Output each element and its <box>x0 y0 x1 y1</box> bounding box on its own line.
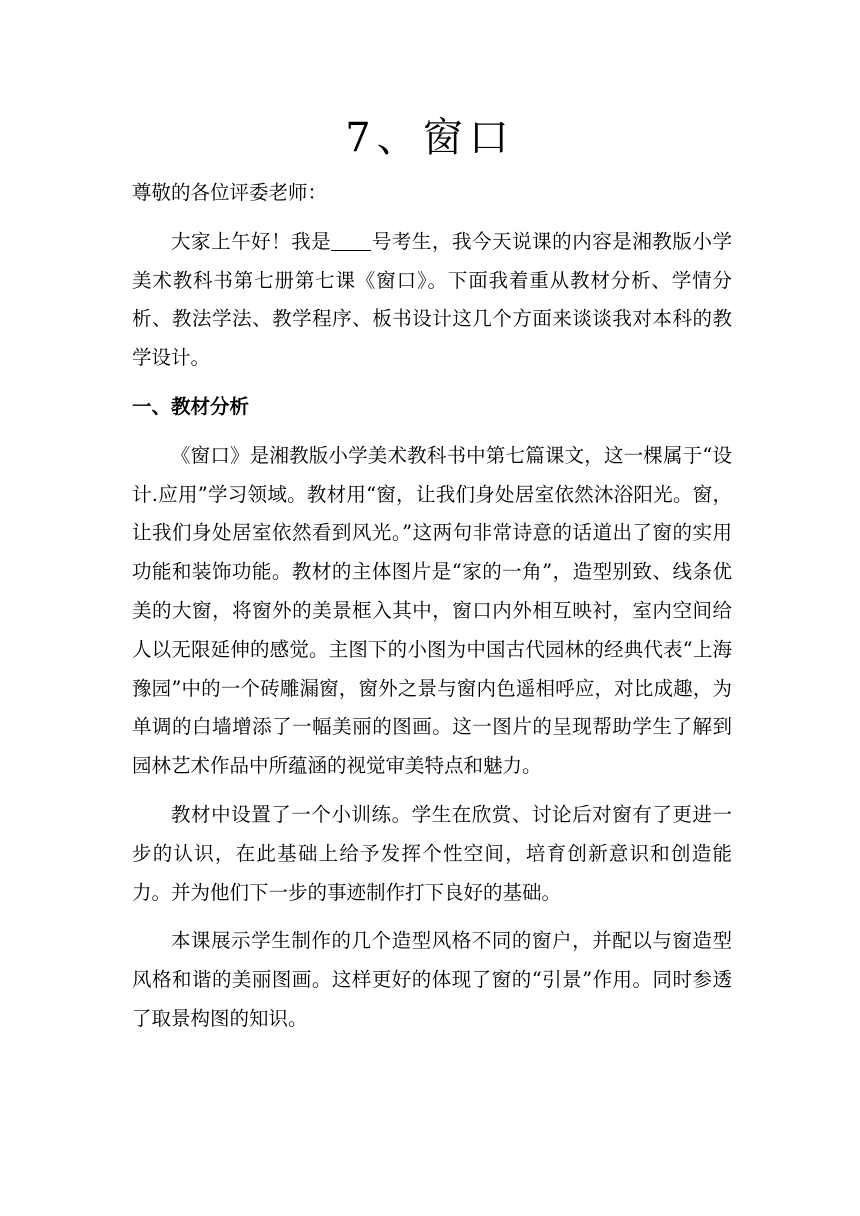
document-body <box>132 174 732 1039</box>
paragraph-student-works: 本课展示学生制作的几个造型风格不同的窗户，并配以与窗造型风格和谐的美丽图画。这样更好的体现了窗的“引景”作用。同时参透了取景构图的知识。 <box>132 929 732 1030</box>
salutation: 尊敬的各位评委老师： <box>132 181 328 204</box>
section-heading-textbook-analysis: 一、教材分析 <box>132 394 250 418</box>
exam-number-blank <box>331 230 371 251</box>
document-title: 7、窗口 <box>345 115 515 161</box>
intro-text-end: 号考生，我今天说课的内容是湘教版小学美术教科书第七册第七课《窗口》。下面我着重从教材分析、学情分析、教法学法、教学程序、板书设计这几个方面来谈谈我对本科的教学设计。 <box>132 229 732 370</box>
paragraph-training: 教材中设置了一个小训练。学生在欣赏、讨论后对窗有了更进一步的认识，在此基础上给予发挥个性空间，培育创新意识和创造能力。并为他们下一步的事迹制作打下良好的基础。 <box>132 802 732 904</box>
intro-paragraph <box>132 223 732 378</box>
paragraph-textbook-overview: 《窗口》是湘教版小学美术教科书中第七篇课文，这一棵属于“设计.应用”学习领域。教材用“窗，让我们身处居室依然沐浴阳光。窗，让我们身处居室依然看到风光。”这两句非常诗意的话道出了窗的实用功能和装饰功能。教材的主体图片是“家的一角”，造型别致、线条优美的大窗，将窗外的美景框入其中，窗口内外相互映衬，室内空间给人以无限延伸的感觉。主图下的小图为中国古代园林的经典代表“上海豫园”中的一个砖雕漏窗，窗外之景与窗内色遥相呼应，对比成趣，为单调的白墙增添了一幅美丽的图画。这一图片的呈现帮助学生了解到园林艺术作品中所蕴涵的视觉审美特点和魅力。 <box>132 443 732 778</box>
intro-text-start: 大家上午好！我是 <box>171 229 332 253</box>
